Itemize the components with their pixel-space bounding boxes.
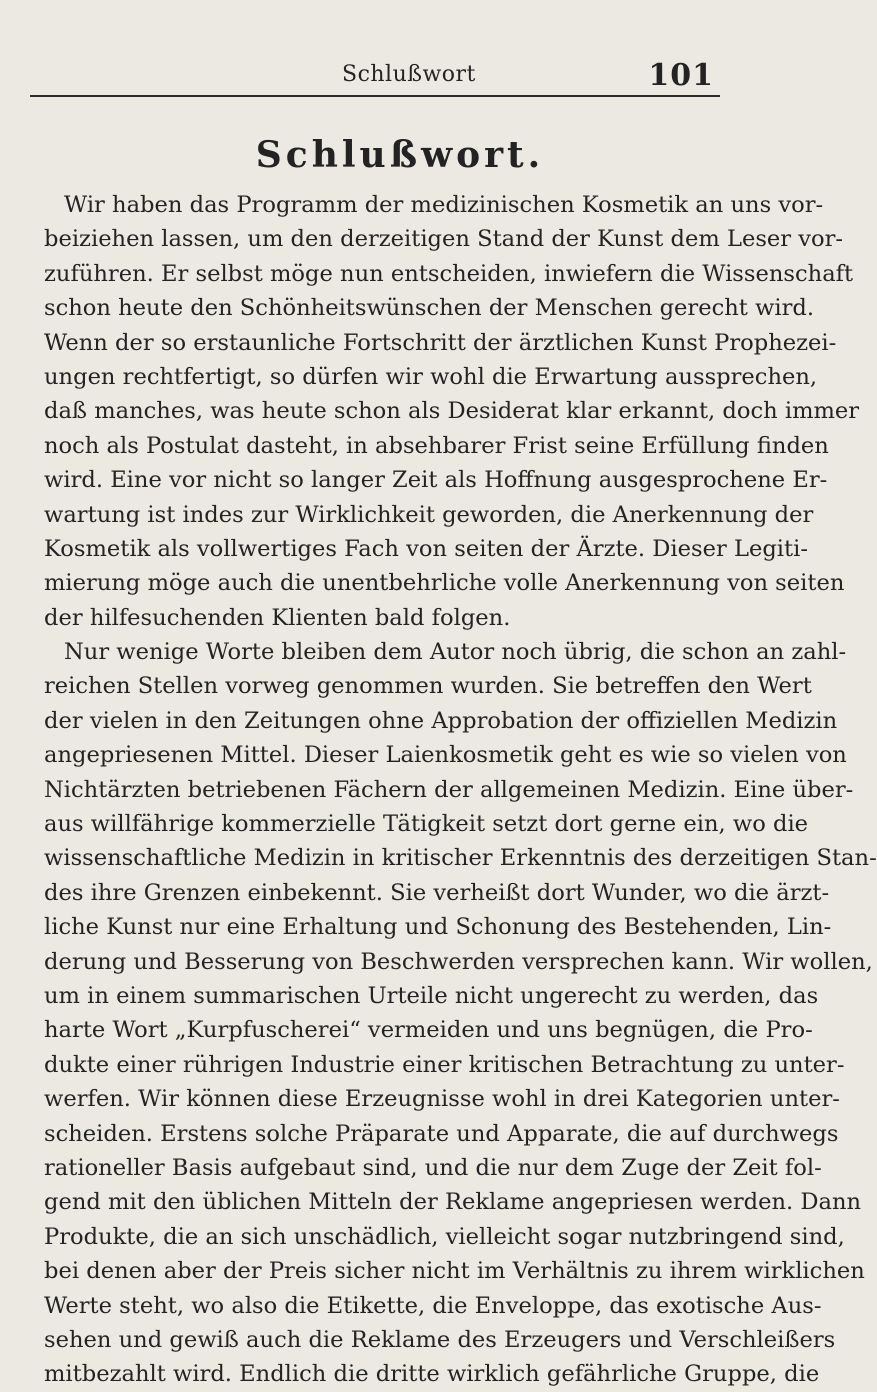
text-line: mierung möge auch die unentbehrliche volle Anerkennung von seiten (44, 570, 845, 597)
running-head (30, 58, 720, 102)
text-line: rationeller Basis aufgebaut sind, und die nur dem Zuge der Zeit fol- (44, 1154, 822, 1181)
text-line: derung und Besserung von Beschwerden versprechen kann. Wir wollen, (44, 948, 873, 975)
text-line: wird. Eine vor nicht so langer Zeit als Hoffnung ausgesprochene Er- (44, 467, 828, 494)
text-line: dukte einer rührigen Industrie einer kritischen Betrachtung zu unter- (44, 1051, 845, 1078)
body-text (44, 188, 877, 1392)
text-line: der hilfesuchenden Klienten bald folgen. (44, 604, 511, 631)
text-line: des ihre Grenzen einbekennt. Sie verheißt dort Wunder, wo die ärzt- (44, 879, 830, 906)
text-line: Wenn der so erstaunliche Fortschritt der ärztlichen Kunst Prophezei- (44, 329, 837, 356)
text-line: Produkte, die an sich unschädlich, vielleicht sogar nutzbringend sind, (44, 1223, 845, 1250)
page-number: 101 (648, 58, 714, 93)
text-line: Kosmetik als vollwertiges Fach von seiten der Ärzte. Dieser Legiti- (44, 535, 808, 562)
text-line: reichen Stellen vorweg genommen wurden. Sie betreffen den Wert (44, 673, 812, 700)
text-line: Werte steht, wo also die Etikette, die Enveloppe, das exotische Aus- (44, 1292, 822, 1319)
text-line: wartung ist indes zur Wirklichkeit geworden, die Anerkennung der (44, 501, 814, 528)
text-line: werfen. Wir können diese Erzeugnisse wohl in drei Kategorien unter- (44, 1086, 840, 1113)
text-line: aus willfährige kommerzielle Tätigkeit setzt dort gerne ein, wo die (44, 811, 809, 838)
text-line: beiziehen lassen, um den derzeitigen Stand der Kunst dem Leser vor- (44, 226, 844, 253)
text-line: wissenschaftliche Medizin in kritischer Erkenntnis des derzeitigen Stan- (44, 845, 877, 872)
text-line: scheiden. Erstens solche Präparate und Apparate, die auf durchwegs (44, 1120, 839, 1147)
text-line: zuführen. Er selbst möge nun entscheiden, inwiefern die Wissenschaft (44, 260, 854, 287)
text-line: Nur wenige Worte bleiben dem Autor noch übrig, die schon an zahl- (64, 639, 847, 666)
running-head-title: Schlußwort (342, 62, 476, 87)
text-line: Wir haben das Programm der medizinischen Kosmetik an uns vor- (64, 192, 824, 218)
text-line: schon heute den Schönheitswünschen der Menschen gerecht wird. (44, 295, 815, 322)
text-line: ungen rechtfertigt, so dürfen wir wohl die Erwartung aussprechen, (44, 363, 818, 390)
text-line: Nichtärzten betriebenen Fächern der allgemeinen Medizin. Eine über- (44, 776, 854, 803)
text-line: sehen und gewiß auch die Reklame des Erzeugers und Verschleißers (44, 1326, 836, 1353)
text-line: gend mit den üblichen Mitteln der Reklame angepriesen werden. Dann (44, 1189, 862, 1216)
text-line: bei denen aber der Preis sicher nicht im Verhältnis zu ihrem wirklichen (44, 1258, 865, 1285)
text-line: der vielen in den Zeitungen ohne Approbation der offiziellen Medizin (44, 707, 838, 734)
text-line: daß manches, was heute schon als Desiderat klar erkannt, doch immer (44, 398, 860, 425)
text-line: mitbezahlt wird. Endlich die dritte wirklich gefährliche Gruppe, die (44, 1361, 820, 1388)
text-line: noch als Postulat dasteht, in absehbarer Frist seine Erfüllung finden (44, 432, 829, 459)
text-line: angepriesenen Mittel. Dieser Laienkosmetik geht es wie so vielen von (44, 742, 847, 769)
text-line: harte Wort „Kurpfuscherei“ vermeiden und uns begnügen, die Pro- (44, 1017, 813, 1044)
text-line: um in einem summarischen Urteile nicht ungerecht zu werden, das (44, 982, 819, 1009)
text-line: liche Kunst nur eine Erhaltung und Schonung des Bestehenden, Lin- (44, 914, 832, 941)
header-rule (30, 95, 720, 97)
section-heading: Schlußwort. (255, 134, 545, 176)
